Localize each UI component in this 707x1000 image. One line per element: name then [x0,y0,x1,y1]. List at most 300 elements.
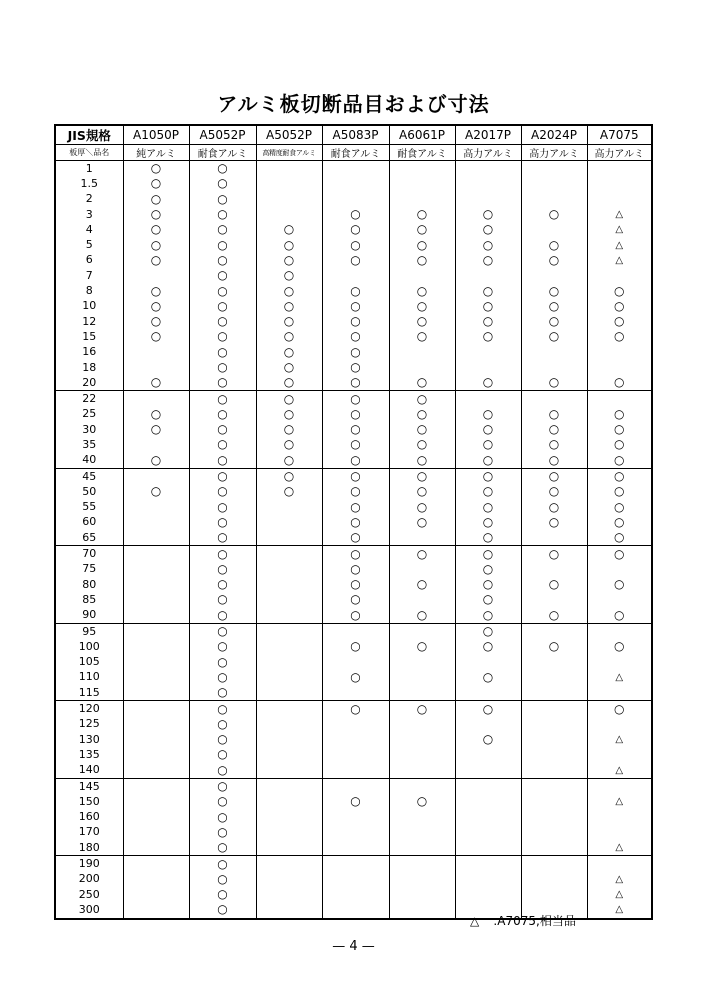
availability-cell [521,763,587,779]
availability-cell [256,562,322,577]
availability-cell [189,717,256,732]
circle-icon: ○ [217,406,228,421]
availability-cell [189,887,256,902]
availability-cell [587,562,652,577]
circle-icon: ○ [548,484,560,499]
thickness-cell: 45 [55,468,123,484]
circle-icon: ○ [482,561,494,576]
availability-cell [587,623,652,639]
availability-cell [389,329,455,344]
availability-cell [455,329,521,344]
circle-icon: ○ [217,685,228,700]
availability-cell [521,546,587,562]
circle-icon: ○ [283,422,295,437]
circle-icon: ○ [217,856,228,871]
availability-cell [189,192,256,207]
availability-cell [455,500,521,515]
circle-icon: ○ [614,484,625,499]
availability-cell [455,222,521,237]
circle-icon: ○ [548,514,560,529]
availability-cell [322,608,389,624]
circle-icon: ○ [350,561,361,576]
availability-cell [189,268,256,283]
product-name-header: 高力アルミ [521,145,587,161]
circle-icon: ○ [482,375,494,390]
circle-icon: ○ [416,375,428,390]
availability-cell [587,825,652,840]
table-row [55,407,652,422]
circle-icon: ○ [217,624,228,639]
circle-icon: ○ [217,207,228,222]
availability-cell [455,314,521,329]
circle-icon: ○ [283,484,295,499]
table-row [55,872,652,887]
availability-cell [256,546,322,562]
circle-icon: ○ [350,422,361,437]
availability-cell [587,794,652,809]
availability-cell [587,856,652,872]
thickness-cell: 70 [55,546,123,562]
availability-cell [322,407,389,422]
availability-cell [521,192,587,207]
circle-icon: ○ [150,161,162,176]
availability-cell [322,872,389,887]
circle-icon: ○ [350,437,361,452]
availability-cell [123,747,189,762]
availability-cell [521,345,587,360]
availability-cell [123,577,189,592]
availability-cell [123,176,189,191]
triangle-icon: △ [615,904,624,916]
thickness-cell: 300 [55,902,123,918]
availability-cell [455,840,521,856]
availability-cell [587,222,652,237]
availability-cell [256,253,322,268]
availability-cell [256,887,322,902]
triangle-icon: △ [615,734,624,746]
availability-cell [455,268,521,283]
availability-cell [322,222,389,237]
availability-cell [455,856,521,872]
table-row [55,592,652,607]
availability-cell [123,732,189,747]
availability-cell [189,639,256,654]
availability-cell [521,825,587,840]
availability-cell [521,639,587,654]
availability-cell [123,192,189,207]
thickness-cell: 4 [55,222,123,237]
availability-cell [123,407,189,422]
circle-icon: ○ [217,530,228,545]
circle-icon: ○ [482,624,494,639]
availability-cell [389,192,455,207]
circle-icon: ○ [283,375,295,390]
circle-icon: ○ [217,237,228,252]
availability-cell [521,701,587,717]
circle-icon: ○ [350,669,361,684]
thickness-cell: 10 [55,299,123,314]
availability-cell [123,253,189,268]
availability-cell [256,283,322,298]
availability-cell [521,872,587,887]
availability-cell [256,222,322,237]
circle-icon: ○ [217,437,228,452]
availability-cell [322,717,389,732]
thickness-cell: 200 [55,872,123,887]
circle-icon: ○ [217,452,228,467]
thickness-cell: 170 [55,825,123,840]
availability-cell [322,453,389,469]
circle-icon: ○ [416,499,428,514]
circle-icon: ○ [548,314,560,329]
availability-cell [587,732,652,747]
page-number: — 4 — [332,939,375,954]
availability-cell [123,887,189,902]
availability-cell [256,161,322,177]
availability-cell [455,825,521,840]
availability-cell [256,872,322,887]
circle-icon: ○ [217,546,228,561]
thickness-cell: 110 [55,670,123,685]
circle-icon: ○ [217,176,228,191]
availability-cell [521,778,587,794]
table-row [55,283,652,298]
availability-cell [256,670,322,685]
availability-cell [455,794,521,809]
availability-cell [189,840,256,856]
availability-cell [521,283,587,298]
circle-icon: ○ [416,207,428,222]
thickness-cell: 140 [55,763,123,779]
availability-cell [587,422,652,437]
availability-cell [521,794,587,809]
product-name-header: 高力アルミ [587,145,652,161]
circle-icon: ○ [283,452,295,467]
availability-cell [389,809,455,824]
availability-cell [587,468,652,484]
availability-cell [322,763,389,779]
circle-icon: ○ [350,592,361,607]
circle-icon: ○ [482,283,494,298]
circle-icon: ○ [350,222,361,237]
circle-icon: ○ [217,344,228,359]
availability-cell [521,840,587,856]
availability-cell [587,670,652,685]
availability-cell [189,375,256,391]
thickness-cell: 12 [55,314,123,329]
availability-cell [256,592,322,607]
availability-cell [189,360,256,375]
availability-cell [256,237,322,252]
availability-cell [189,546,256,562]
table-row [55,468,652,484]
availability-cell [256,468,322,484]
availability-cell [322,422,389,437]
availability-cell [189,468,256,484]
availability-cell [389,856,455,872]
thickness-cell: 3 [55,207,123,222]
availability-cell [256,422,322,437]
circle-icon: ○ [150,406,162,421]
circle-icon: ○ [416,237,428,252]
circle-icon: ○ [150,252,162,267]
availability-cell [123,809,189,824]
availability-cell [189,577,256,592]
availability-cell [322,685,389,701]
thickness-cell: 30 [55,422,123,437]
circle-icon: ○ [150,375,162,390]
availability-cell [389,717,455,732]
availability-cell [455,207,521,222]
thickness-cell: 130 [55,732,123,747]
availability-cell [256,639,322,654]
circle-icon: ○ [217,329,228,344]
availability-cell [389,437,455,452]
availability-cell [322,592,389,607]
availability-cell [189,222,256,237]
availability-cell [322,562,389,577]
circle-icon: ○ [548,546,560,561]
thickness-cell: 120 [55,701,123,717]
availability-cell [455,546,521,562]
availability-cell [256,763,322,779]
availability-cell [123,268,189,283]
availability-cell [521,407,587,422]
availability-cell [256,407,322,422]
circle-icon: ○ [614,406,625,421]
availability-cell [322,840,389,856]
availability-cell [123,623,189,639]
availability-cell [587,237,652,252]
availability-cell [123,794,189,809]
circle-icon: ○ [482,437,494,452]
availability-cell [521,314,587,329]
table-row [55,237,652,252]
availability-cell [521,161,587,177]
circle-icon: ○ [217,747,228,762]
availability-cell [455,253,521,268]
availability-cell [389,484,455,499]
circle-icon: ○ [150,314,162,329]
circle-icon: ○ [217,701,228,716]
circle-icon: ○ [350,701,361,716]
thickness-cell: 35 [55,437,123,452]
availability-cell [521,453,587,469]
circle-icon: ○ [482,592,494,607]
availability-cell [189,237,256,252]
circle-icon: ○ [217,375,228,390]
availability-cell [521,530,587,546]
table-row [55,437,652,452]
circle-icon: ○ [482,499,494,514]
circle-icon: ○ [350,577,361,592]
availability-cell [189,872,256,887]
availability-cell [256,484,322,499]
table-row [55,314,652,329]
grade-header-row [55,125,652,145]
circle-icon: ○ [548,237,560,252]
circle-icon: ○ [350,546,361,561]
availability-cell [521,732,587,747]
availability-cell [322,360,389,375]
availability-cell [455,422,521,437]
table-row [55,856,652,872]
availability-cell [455,670,521,685]
thickness-cell: 15 [55,329,123,344]
circle-icon: ○ [350,252,361,267]
availability-cell [123,299,189,314]
circle-icon: ○ [217,902,228,917]
availability-cell [521,856,587,872]
table-row [55,639,652,654]
availability-cell [389,237,455,252]
availability-cell [521,253,587,268]
availability-cell [123,360,189,375]
circle-icon: ○ [217,252,228,267]
availability-cell [455,701,521,717]
thickness-cell: 250 [55,887,123,902]
availability-cell [521,299,587,314]
circle-icon: ○ [217,391,228,406]
availability-cell [123,283,189,298]
table-row [55,794,652,809]
circle-icon: ○ [283,252,295,267]
availability-cell [322,207,389,222]
circle-icon: ○ [482,298,494,313]
table-row [55,375,652,391]
thickness-cell: 190 [55,856,123,872]
availability-cell [256,717,322,732]
availability-cell [189,422,256,437]
availability-cell [521,222,587,237]
circle-icon: ○ [482,546,494,561]
grade-header: A6061P [389,125,455,145]
circle-icon: ○ [217,561,228,576]
thickness-cell: 1.5 [55,176,123,191]
availability-cell [587,453,652,469]
availability-cell [521,268,587,283]
availability-cell [389,375,455,391]
availability-cell [455,375,521,391]
availability-cell [455,192,521,207]
circle-icon: ○ [548,639,560,654]
availability-cell [256,375,322,391]
availability-cell [521,500,587,515]
table-body [55,161,652,919]
circle-icon: ○ [217,499,228,514]
thickness-cell: 25 [55,407,123,422]
circle-icon: ○ [416,546,428,561]
availability-cell [389,562,455,577]
table-row [55,422,652,437]
availability-cell [123,872,189,887]
availability-cell [189,670,256,685]
table-row [55,500,652,515]
circle-icon: ○ [217,607,228,622]
thickness-cell: 6 [55,253,123,268]
availability-cell [189,314,256,329]
availability-cell [521,623,587,639]
availability-cell [587,717,652,732]
table-row [55,701,652,717]
availability-cell [256,192,322,207]
circle-icon: ○ [416,437,428,452]
circle-icon: ○ [283,329,295,344]
availability-cell [521,577,587,592]
availability-cell [123,685,189,701]
availability-cell [587,747,652,762]
circle-icon: ○ [416,452,428,467]
product-name-header: 高精度耐食アルミ [256,145,322,161]
availability-cell [256,655,322,670]
availability-cell [189,732,256,747]
availability-cell [389,468,455,484]
availability-cell [389,299,455,314]
circle-icon: ○ [350,314,361,329]
availability-cell [256,176,322,191]
availability-cell [322,732,389,747]
availability-cell [587,902,652,918]
availability-cell [256,453,322,469]
availability-cell [389,546,455,562]
availability-cell [389,422,455,437]
availability-cell [389,902,455,918]
availability-cell [123,500,189,515]
circle-icon: ○ [283,298,295,313]
availability-cell [389,577,455,592]
circle-icon: ○ [150,298,162,313]
triangle-icon: △ [615,873,624,885]
availability-cell [256,825,322,840]
availability-cell [256,778,322,794]
grade-header: A2024P [521,125,587,145]
circle-icon: ○ [548,452,560,467]
circle-icon: ○ [217,732,228,747]
circle-icon: ○ [482,237,494,252]
availability-cell [389,732,455,747]
thickness-cell: 18 [55,360,123,375]
availability-cell [455,763,521,779]
circle-icon: ○ [614,499,625,514]
circle-icon: ○ [217,779,228,794]
availability-cell [322,500,389,515]
availability-cell [123,161,189,177]
availability-cell [256,840,322,856]
availability-cell [587,299,652,314]
availability-cell [322,887,389,902]
availability-cell [521,685,587,701]
availability-cell [256,732,322,747]
table-row [55,562,652,577]
availability-cell [123,530,189,546]
circle-icon: ○ [217,161,228,176]
availability-cell [389,872,455,887]
availability-cell [587,592,652,607]
availability-cell [389,623,455,639]
circle-icon: ○ [482,701,494,716]
availability-cell [322,577,389,592]
availability-cell [123,546,189,562]
circle-icon: ○ [416,469,428,484]
availability-cell [455,453,521,469]
table-row [55,391,652,407]
availability-cell [256,794,322,809]
product-name-header: 耐食アルミ [189,145,256,161]
circle-icon: ○ [217,314,228,329]
availability-cell [189,592,256,607]
availability-cell [389,794,455,809]
circle-icon: ○ [217,669,228,684]
